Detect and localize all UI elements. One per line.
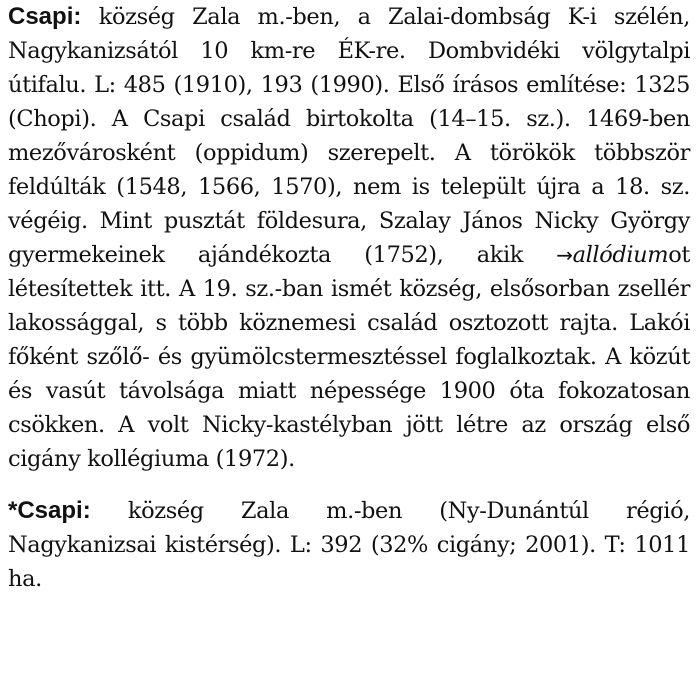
entry-csapi: [8, 0, 690, 476]
entry-text-continued: ot létesítettek itt. A 19. sz.-ban ismét község, elsősorban zsellér lakossággal, s több köznemesi család osztozott rajta. Lakói főként szőlő- és gyümölcstermesztéssel foglalkoztak. A közút és vasút távolsága miatt népessége 1900 óta fokozatosan csökken. A volt Nicky-kastélyban jött létre az ország első cigány kollégiuma (1972).: [8, 242, 690, 472]
entry-csapi-update: [8, 494, 690, 596]
cross-reference-link[interactable]: allódium: [572, 242, 669, 268]
entry-update-text: község Zala m.-ben (Ny-Dunántúl régió, Nagykanizsai kistérség). L: 392 (32% cigány; 2001). T: 1011 ha.: [8, 498, 690, 592]
cross-reference-arrow-icon: →: [556, 243, 573, 267]
headword-update: *Csapi:: [8, 497, 91, 524]
entry-text: község Zala m.-ben, a Zalai-dombság K-i szélén, Nagykanizsától 10 km-re ÉK-re. Dombvidéki völgytalpi útifalu. L: 485 (1910), 193 (1990). Első írásos említése: 1325 (Chopi). A Csapi család birtokolta (14–15. sz.). 1469-ben mezővárosként (oppidum) szerepelt. A törökök többször feldúlták (1548, 1566, 1570), nem is települt újra a 18. sz. végéig. Mint pusztát földesura, Szalay János Nicky György gyermekeinek ajándékozta (1752), akik: [8, 4, 690, 268]
encyclopedia-page: [8, 0, 690, 596]
headword: Csapi:: [8, 3, 82, 30]
